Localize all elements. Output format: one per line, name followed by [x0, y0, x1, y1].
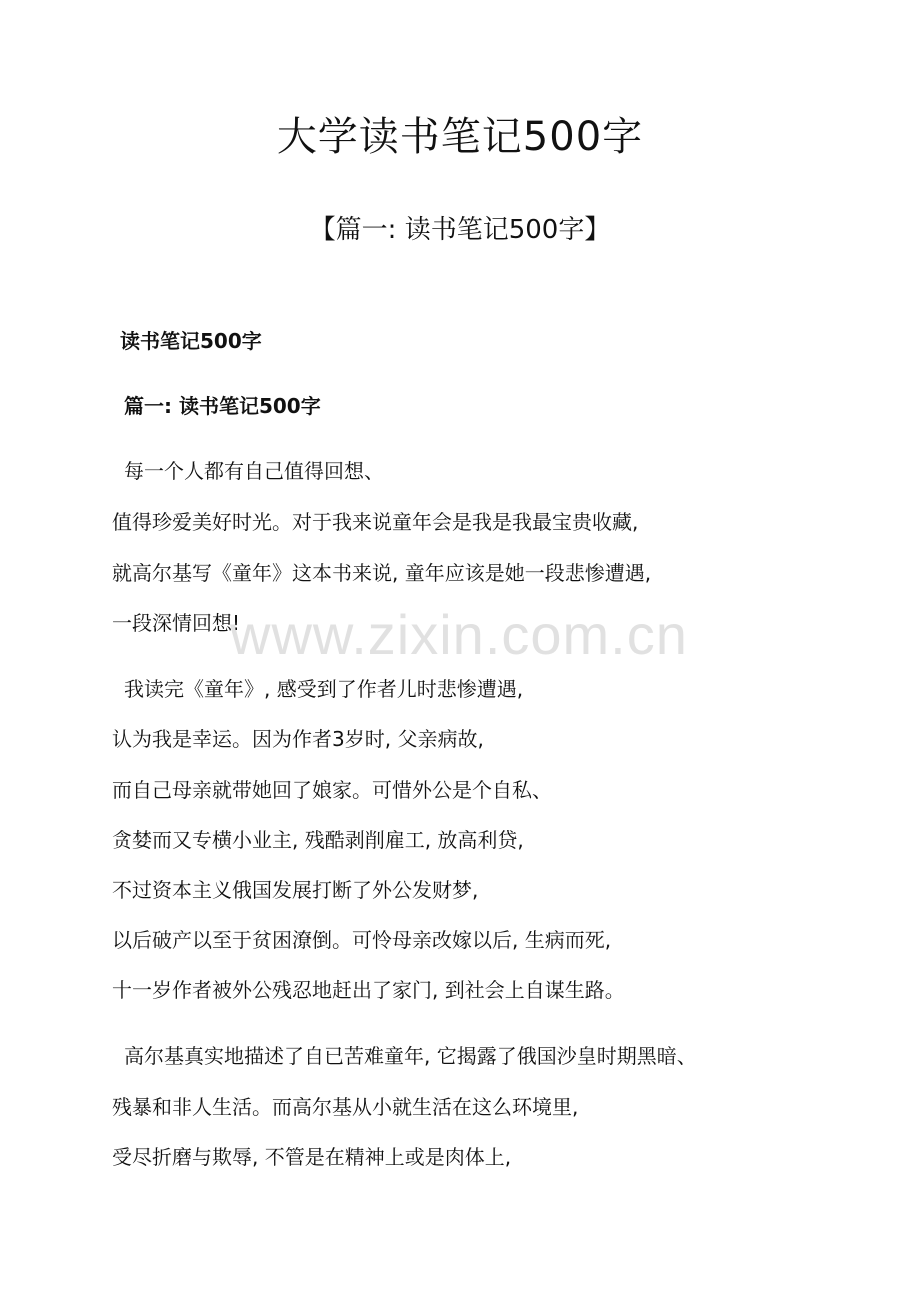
paragraph-3-line-3: 受尽折磨与欺辱, 不管是在精神上或是肉体上,: [112, 1145, 512, 1169]
paragraph-2-line-6: 以后破产以至于贫困潦倒。可怜母亲改嫁以后, 生病而死,: [112, 928, 612, 952]
paragraph-1-line-4: 一段深情回想!: [112, 611, 241, 635]
section-heading: 【篇一: 读书笔记500字】: [309, 215, 611, 245]
paragraph-2-line-5: 不过资本主义俄国发展打断了外公发财梦,: [112, 878, 479, 902]
paragraph-1-line-3: 就高尔基写《童年》这本书来说, 童年应该是她一段悲惨遭遇,: [112, 561, 652, 585]
paragraph-2-line-1: 我读完《童年》, 感受到了作者儿时悲惨遭遇,: [124, 677, 524, 701]
paragraph-1-line-2: 值得珍爱美好时光。对于我来说童年会是我是我最宝贵收藏,: [112, 510, 639, 534]
paragraph-3-line-1: 高尔基真实地描述了自已苦难童年, 它揭露了俄国沙皇时期黑暗、: [124, 1044, 697, 1068]
paragraph-2-line-2: 认为我是幸运。因为作者3岁时, 父亲病故,: [112, 727, 484, 751]
paragraph-3-line-2: 残暴和非人生活。而高尔基从小就生活在这么环境里,: [112, 1095, 579, 1119]
paragraph-2-line-7: 十一岁作者被外公残忍地赶出了家门, 到社会上自谋生路。: [112, 978, 625, 1002]
paragraph-2-line-3: 而自己母亲就带她回了娘家。可惜外公是个自私、: [112, 778, 552, 802]
subtitle: 读书笔记500字: [120, 329, 262, 353]
page-title: 大学读书笔记500字: [276, 114, 644, 160]
paragraph-2-line-4: 贪婪而又专横小业主, 残酷剥削雇工, 放高利贷,: [112, 828, 524, 852]
chapter-heading: 篇一: 读书笔记500字: [124, 394, 321, 418]
paragraph-1-line-1: 每一个人都有自己值得回想、: [124, 459, 384, 483]
watermark: www.zixin.com.cn: [230, 603, 688, 666]
